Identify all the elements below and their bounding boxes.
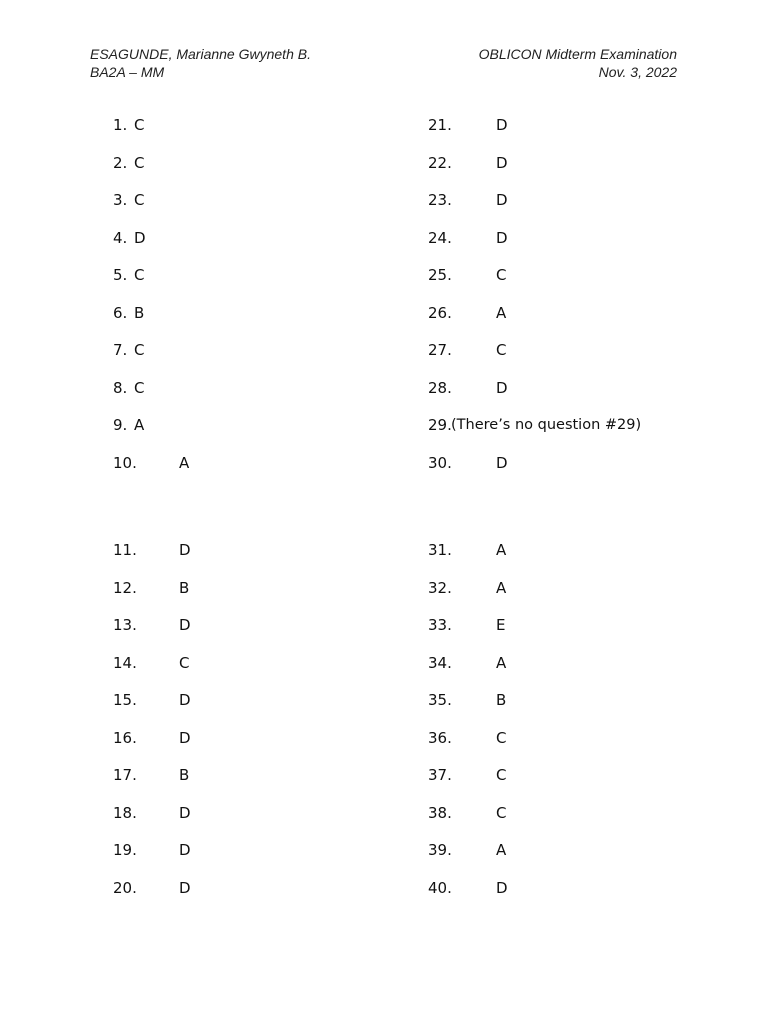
question-number: 39.	[428, 841, 452, 859]
answer-row	[113, 728, 363, 748]
answer-letter: D	[179, 541, 191, 559]
question-number: 7.	[113, 341, 128, 359]
answer-letter: D	[496, 378, 508, 397]
answer-letter: C	[134, 378, 145, 397]
answer-row	[428, 878, 728, 898]
question-number: 38.	[428, 803, 452, 822]
answer-row	[113, 765, 363, 785]
answer-row	[113, 578, 363, 598]
answer-letter: B	[134, 303, 145, 322]
question-number: 5.	[113, 266, 128, 284]
answer-row	[113, 378, 363, 398]
question-number: 16.	[113, 728, 137, 747]
answer-letter: A	[496, 653, 507, 672]
question-number: 27.	[428, 341, 452, 359]
answer-row	[113, 303, 363, 323]
answer-row	[428, 378, 728, 398]
answer-letter: D	[179, 878, 191, 897]
answer-letter: (There’s no question #29)	[451, 417, 642, 433]
question-number: 6.	[113, 303, 128, 322]
answer-letter: D	[496, 878, 508, 897]
answer-letter: A	[496, 541, 507, 559]
class-section: BA2A – MM	[90, 64, 165, 80]
answer-letter: D	[496, 228, 508, 247]
answer-letter: C	[134, 266, 145, 284]
question-number: 15.	[113, 691, 137, 709]
question-number: 21.	[428, 116, 452, 134]
question-number: 23.	[428, 191, 452, 209]
answer-row	[428, 840, 728, 860]
question-number: 37.	[428, 766, 452, 784]
question-number: 20.	[113, 878, 137, 897]
answer-letter: A	[496, 578, 507, 597]
header-left	[90, 45, 311, 81]
answer-row	[428, 415, 728, 435]
answer-letter: A	[496, 303, 507, 322]
answer-letter: D	[496, 153, 508, 172]
question-number: 2.	[113, 153, 128, 172]
answer-row	[428, 190, 728, 210]
answer-row	[428, 115, 728, 135]
student-name: ESAGUNDE, Marianne Gwyneth B.	[90, 46, 311, 62]
question-number: 11.	[113, 541, 137, 559]
question-number: 10.	[113, 453, 137, 472]
answer-row	[428, 340, 728, 360]
question-number: 34.	[428, 653, 452, 672]
answer-row	[113, 653, 363, 673]
answer-row	[428, 653, 728, 673]
question-number: 29.	[428, 416, 452, 434]
question-number: 28.	[428, 378, 452, 397]
question-number: 17.	[113, 766, 137, 784]
question-number: 31.	[428, 541, 452, 559]
answer-letter: E	[496, 616, 506, 634]
question-number: 1.	[113, 116, 128, 134]
question-number: 40.	[428, 878, 452, 897]
answer-letter: C	[134, 341, 145, 359]
answer-row	[428, 540, 728, 560]
answer-letter: D	[179, 728, 191, 747]
answer-letter: A	[179, 453, 190, 472]
answer-row	[428, 153, 728, 173]
answer-row	[428, 578, 728, 598]
answer-letter: B	[179, 578, 190, 597]
answer-letter: C	[179, 653, 190, 672]
answer-letter: D	[179, 616, 191, 634]
answer-row	[113, 840, 363, 860]
question-number: 8.	[113, 378, 128, 397]
answer-row	[113, 265, 363, 285]
answer-letter: D	[179, 803, 191, 822]
question-number: 33.	[428, 616, 452, 634]
answer-row	[428, 803, 728, 823]
answer-row	[113, 190, 363, 210]
question-number: 30.	[428, 453, 452, 472]
answer-letter: D	[496, 191, 508, 209]
answer-row	[428, 728, 728, 748]
answer-letter: B	[179, 766, 190, 784]
answer-row	[113, 803, 363, 823]
answer-row	[428, 228, 728, 248]
answer-letter: C	[134, 116, 145, 134]
answer-letter: C	[496, 803, 507, 822]
answer-letter: D	[496, 116, 508, 134]
question-number: 22.	[428, 153, 452, 172]
answer-letter: A	[496, 841, 507, 859]
answer-letter: B	[496, 691, 507, 709]
question-number: 25.	[428, 266, 452, 284]
question-number: 9.	[113, 416, 128, 434]
answer-row	[428, 453, 728, 473]
answer-letter: D	[179, 841, 191, 859]
question-number: 14.	[113, 653, 137, 672]
header-right	[479, 45, 677, 81]
answer-row	[428, 265, 728, 285]
exam-date: Nov. 3, 2022	[598, 64, 677, 80]
question-number: 36.	[428, 728, 452, 747]
answer-letter: C	[496, 766, 507, 784]
question-number: 26.	[428, 303, 452, 322]
answer-row	[113, 228, 363, 248]
answer-row	[428, 615, 728, 635]
answer-row	[113, 878, 363, 898]
answer-row	[113, 690, 363, 710]
answer-row	[113, 453, 363, 473]
question-number: 18.	[113, 803, 137, 822]
answer-row	[113, 415, 363, 435]
answer-row	[428, 303, 728, 323]
answer-row	[113, 540, 363, 560]
question-number: 4.	[113, 228, 128, 247]
question-number: 19.	[113, 841, 137, 859]
answer-row	[428, 690, 728, 710]
question-number: 13.	[113, 616, 137, 634]
answer-row	[113, 340, 363, 360]
answer-row	[113, 115, 363, 135]
question-number: 12.	[113, 578, 137, 597]
answer-letter: D	[496, 453, 508, 472]
question-number: 32.	[428, 578, 452, 597]
answer-row	[428, 765, 728, 785]
answer-letter: C	[134, 191, 145, 209]
answer-row	[113, 153, 363, 173]
question-number: 3.	[113, 191, 128, 209]
answer-letter: C	[496, 728, 507, 747]
answer-row	[113, 615, 363, 635]
answer-letter: C	[496, 341, 507, 359]
answer-letter: D	[179, 691, 191, 709]
answer-letter: A	[134, 416, 145, 434]
answer-letter: C	[496, 266, 507, 284]
question-number: 35.	[428, 691, 452, 709]
exam-title: OBLICON Midterm Examination	[478, 46, 677, 62]
question-number: 24.	[428, 228, 452, 247]
answer-letter: C	[134, 153, 145, 172]
answer-letter: D	[134, 228, 146, 247]
